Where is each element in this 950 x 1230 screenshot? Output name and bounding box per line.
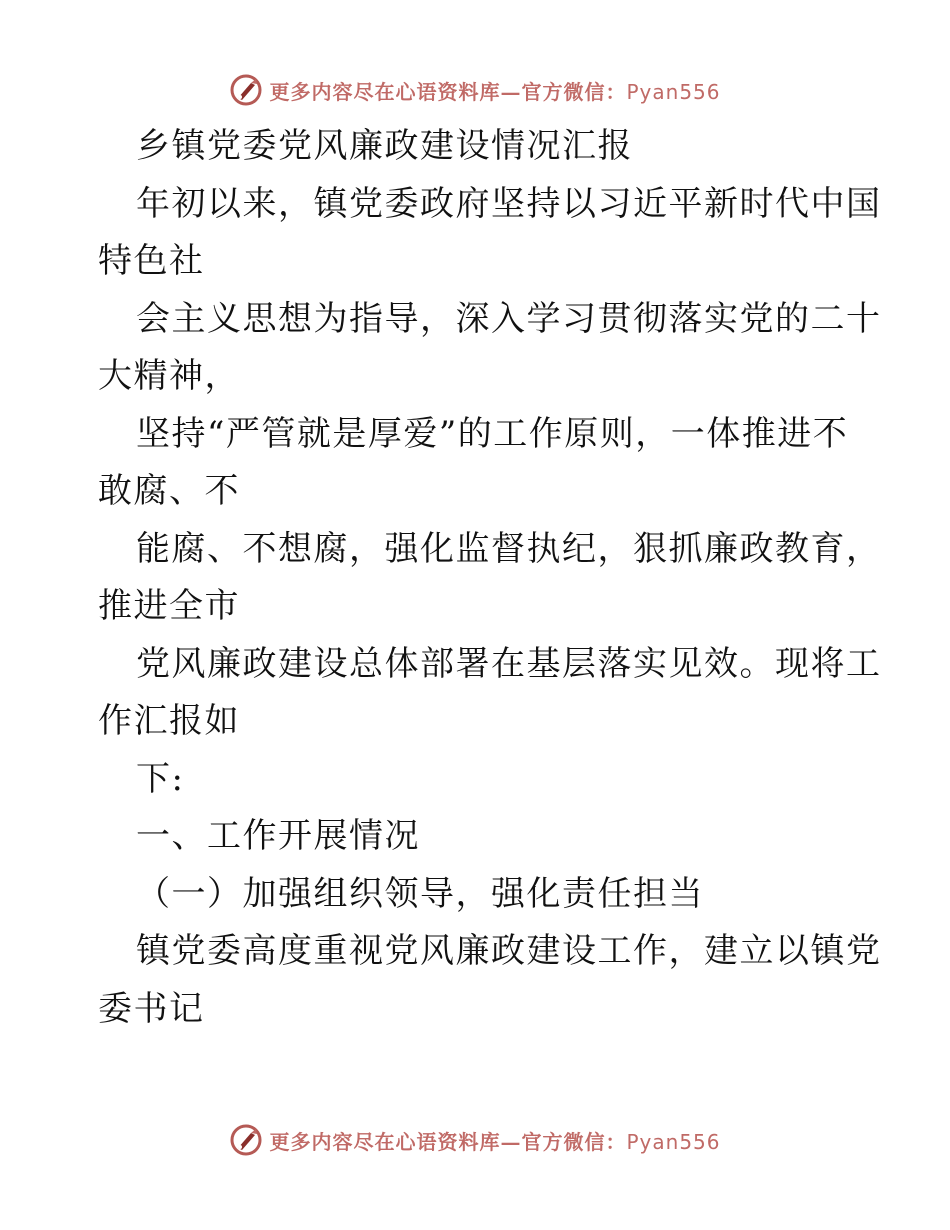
quill-logo-icon (229, 1123, 263, 1157)
text-line: 坚持“严管就是厚爱”的工作原则，一体推进不 (136, 413, 849, 454)
text-line: 推进全市 (98, 586, 240, 626)
text-line: 特色社 (98, 241, 205, 281)
text-line: 下: (136, 758, 185, 799)
watermark-text: 更多内容尽在心语资料库—官方微信：Pyan556 (269, 1129, 721, 1154)
text-line: 大精神， (98, 356, 240, 396)
text-line: 能腐、不想腐，强化监督执纪，狠抓廉政教育， (136, 528, 882, 569)
text-line: 作汇报如 (98, 701, 240, 741)
text-line: 敢腐、不 (98, 471, 240, 511)
quill-logo-icon (229, 73, 263, 107)
text-line: 党风廉政建设总体部署在基层落实见效。现将工 (136, 643, 882, 684)
text-line: 年初以来，镇党委政府坚持以习近平新时代中国 (136, 183, 882, 224)
text-line: 委书记 (98, 988, 205, 1029)
text-line: 镇党委高度重视党风廉政建设工作，建立以镇党 (136, 931, 882, 971)
text-line: 会主义思想为指导，深入学习贯彻落实党的二十 (136, 298, 882, 339)
text-line: 一、工作开展情况 (136, 816, 420, 856)
text-line: （一）加强组织领导，强化责任担当 (136, 873, 704, 914)
watermark-group (229, 1123, 720, 1157)
text-line: 乡镇党委党风廉政建设情况汇报 (136, 126, 633, 166)
document-body (98, 118, 882, 1038)
watermark-group (229, 73, 720, 107)
watermark-banner-bottom (0, 1120, 950, 1160)
watermark-banner-top (0, 70, 950, 110)
watermark-text: 更多内容尽在心语资料库—官方微信：Pyan556 (269, 79, 721, 104)
